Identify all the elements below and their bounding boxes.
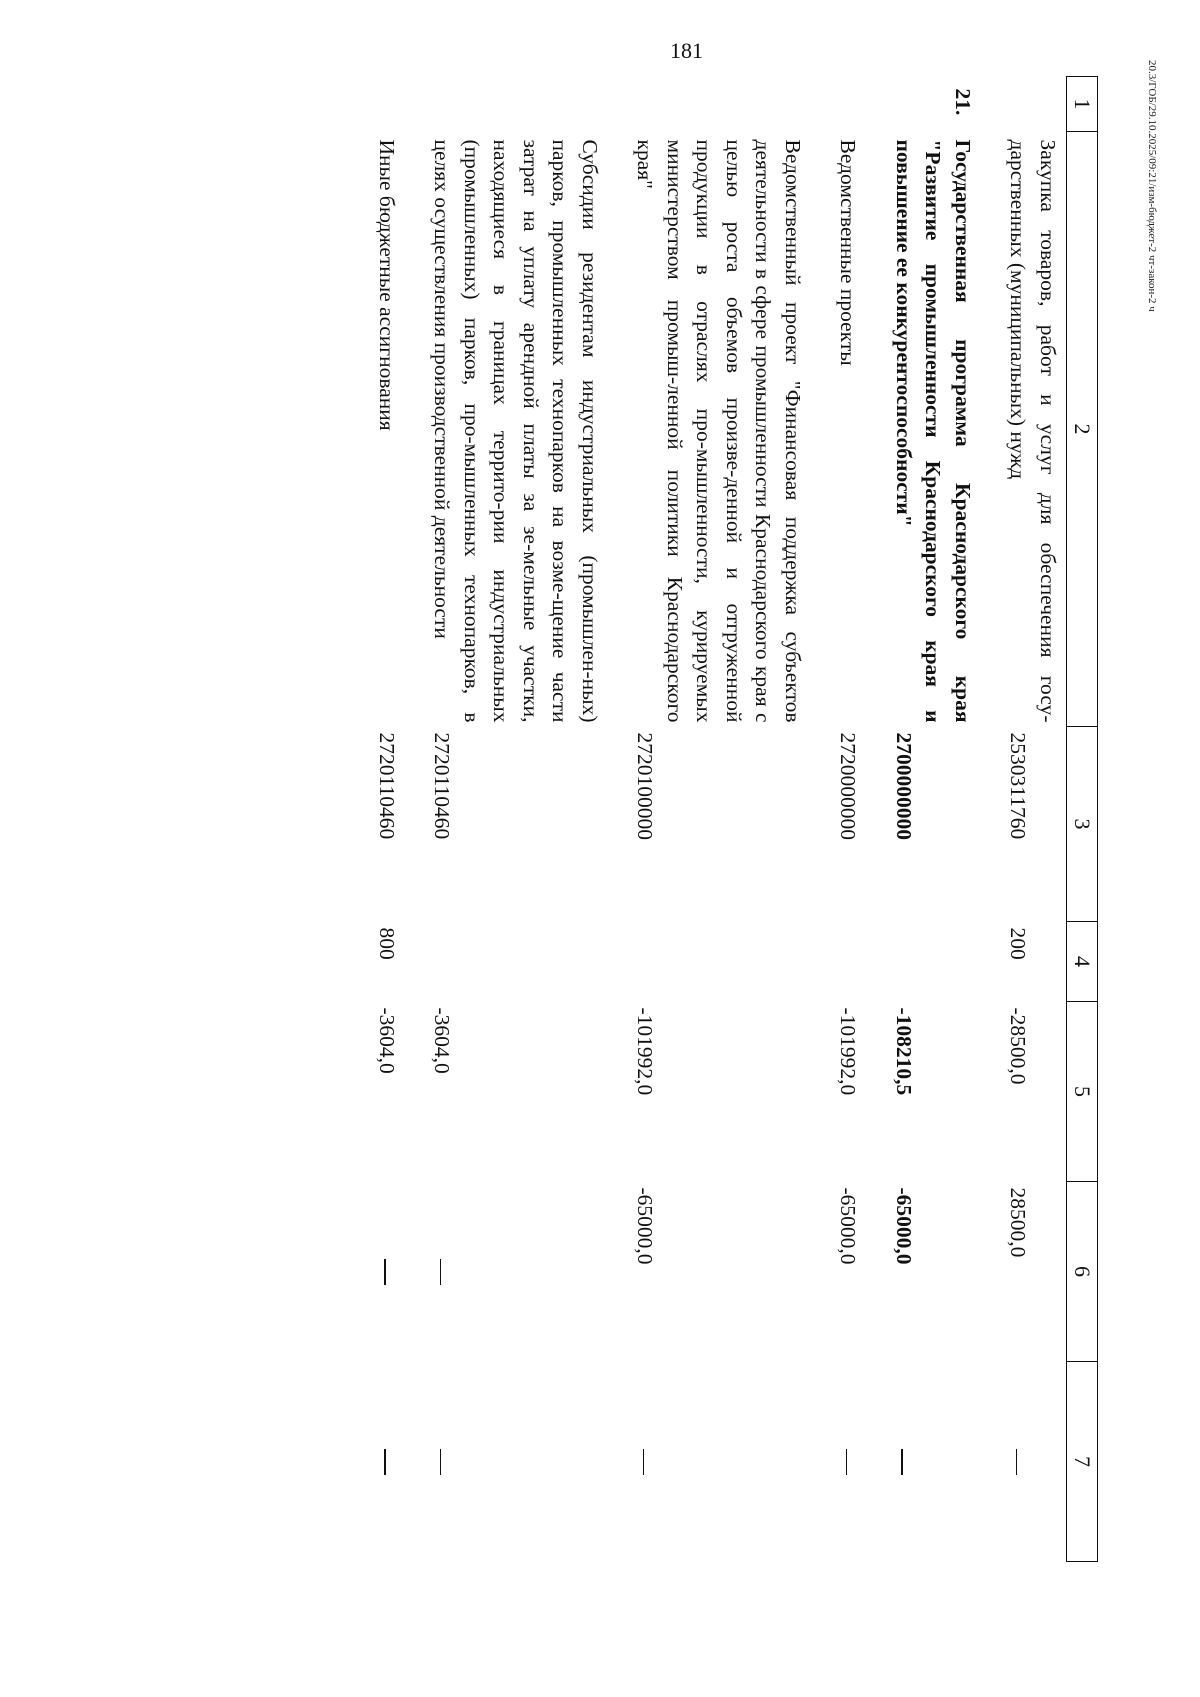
rotated-page-content [178, 76, 1098, 1576]
spacer-cell [807, 1182, 833, 1362]
amount-col6: 28500,0 [1006, 1187, 1031, 1258]
spacer-cell [863, 1362, 889, 1562]
spacer-cell [977, 1182, 1003, 1362]
target-code: 2720100000 [633, 732, 658, 840]
spacer-cell [604, 77, 630, 132]
empty-value-dash [1003, 1362, 1067, 1562]
spacer-cell [401, 1002, 427, 1182]
expense-type: 800 [375, 927, 399, 960]
spacer-cell [977, 1362, 1003, 1562]
spacer-cell [604, 1002, 630, 1182]
spacer-cell [807, 1362, 833, 1562]
column-header-2: 2 [1067, 132, 1098, 727]
spacer-cell [977, 77, 1003, 132]
spacer-cell [604, 132, 630, 727]
amount-col5: -28500,0 [1006, 1007, 1031, 1085]
empty-value-dash [630, 1362, 807, 1562]
table-header-row [1067, 77, 1098, 1562]
row-number [833, 77, 863, 132]
row-spacer [604, 77, 630, 1562]
row-number [427, 77, 604, 132]
table-row [889, 77, 978, 1562]
spacer-cell [807, 922, 833, 1002]
empty-value-dash [889, 1362, 978, 1562]
spacer-cell [863, 77, 889, 132]
row-description: Государственная программа Краснодарского края "Развитие промышленности Краснодарского края и повышение ее конкурентоспособности" [892, 139, 975, 723]
dash-mark [440, 1449, 442, 1475]
spacer-cell [807, 132, 833, 727]
spacer-cell [401, 922, 427, 1002]
target-code: 2700000000 [892, 732, 916, 840]
target-code: 2530311760 [1006, 732, 1031, 840]
column-header-7: 7 [1067, 1362, 1098, 1562]
row-description: Ведомственный проект "Финансовая поддержка субъектов деятельности в сфере промышленности Краснодарского края с целью роста объемов произве-денной и отгруженной продукции в отраслях про-мышленности, курируемых министерством промыш-ленной политики Краснодарского края" [633, 139, 805, 723]
spacer-cell [604, 922, 630, 1002]
empty-value-dash [372, 1182, 402, 1362]
spacer-cell [401, 132, 427, 727]
spacer-cell [977, 1002, 1003, 1182]
empty-value-dash [427, 1182, 604, 1362]
dash-mark [901, 1449, 903, 1475]
row-description: Субсидии резидентам индустриальных (промышлен-ных) парков, промышленных технопарков на возме-щение части затрат на уплату арендной платы за зе-мельные участки, находящиеся в границах террито-рии индустриальных (промышленных) парков, про-мышленных технопарков, в целях осуществления производственной деятельности [430, 139, 602, 723]
target-code: 2720110460 [375, 732, 399, 840]
spacer-cell [977, 132, 1003, 727]
amount-col5: -101992,0 [836, 1007, 861, 1096]
row-spacer [863, 77, 889, 1562]
spacer-cell [604, 1362, 630, 1562]
amount-col5: -3604,0 [375, 1007, 399, 1074]
dash-mark [384, 1449, 386, 1475]
spacer-cell [401, 727, 427, 922]
spacer-cell [863, 922, 889, 1002]
expense-type [889, 922, 978, 1002]
spacer-cell [977, 922, 1003, 1002]
column-header-4: 4 [1067, 922, 1098, 1002]
spacer-cell [401, 1362, 427, 1562]
row-number [1003, 77, 1067, 132]
table-row [630, 77, 807, 1562]
document-footer-code: 20.3/ГОБ/29.10.2025/09:21/изм-бюджет-2 чт-закон-2 ч [1146, 60, 1158, 312]
dash-mark [440, 1259, 442, 1285]
spacer-cell [604, 1182, 630, 1362]
row-number: 21. [951, 88, 975, 116]
row-number [372, 77, 402, 132]
amount-col6: -65000,0 [836, 1187, 861, 1265]
row-number [630, 77, 807, 132]
spacer-cell [863, 1002, 889, 1182]
empty-value-dash [427, 1362, 604, 1562]
dash-mark [846, 1449, 848, 1475]
column-header-5: 5 [1067, 1002, 1098, 1182]
column-header-6: 6 [1067, 1182, 1098, 1362]
amount-col5: -101992,0 [633, 1007, 658, 1096]
spacer-cell [977, 727, 1003, 922]
table-row [1003, 77, 1067, 1562]
spacer-cell [807, 1002, 833, 1182]
amount-col5: -108210,5 [892, 1007, 916, 1096]
row-description: Ведомственные проекты [836, 139, 861, 366]
row-spacer [401, 77, 427, 1562]
spacer-cell [807, 77, 833, 132]
dash-mark [643, 1449, 645, 1475]
table-body [372, 77, 1067, 1562]
budget-table [372, 76, 1099, 1562]
row-description: Иные бюджетные ассигнования [375, 139, 399, 431]
table-row [833, 77, 863, 1562]
table-row [427, 77, 604, 1562]
row-spacer [977, 77, 1003, 1562]
amount-col5: -3604,0 [430, 1007, 455, 1074]
empty-value-dash [833, 1362, 863, 1562]
target-code: 2720110460 [430, 732, 455, 840]
column-header-1: 1 [1067, 77, 1098, 132]
page-number: 181 [670, 38, 703, 63]
spacer-cell [863, 727, 889, 922]
spacer-cell [807, 727, 833, 922]
spacer-cell [863, 1182, 889, 1362]
empty-value-dash [372, 1362, 402, 1562]
row-description: Закупка товаров, работ и услуг для обеспечения госу-дарственных (муниципальных) нужд [1006, 139, 1060, 723]
target-code: 2720000000 [836, 732, 861, 840]
amount-col6: -65000,0 [892, 1187, 916, 1265]
expense-type [427, 922, 604, 1002]
dash-mark [1016, 1449, 1018, 1475]
spacer-cell [863, 132, 889, 727]
expense-type: 200 [1006, 927, 1031, 960]
row-spacer [807, 77, 833, 1562]
expense-type [833, 922, 863, 1002]
spacer-cell [604, 727, 630, 922]
column-header-3: 3 [1067, 727, 1098, 922]
amount-col6: -65000,0 [633, 1187, 658, 1265]
expense-type [630, 922, 807, 1002]
spacer-cell [401, 1182, 427, 1362]
dash-mark [384, 1259, 386, 1285]
table-row [372, 77, 402, 1562]
spacer-cell [401, 77, 427, 132]
